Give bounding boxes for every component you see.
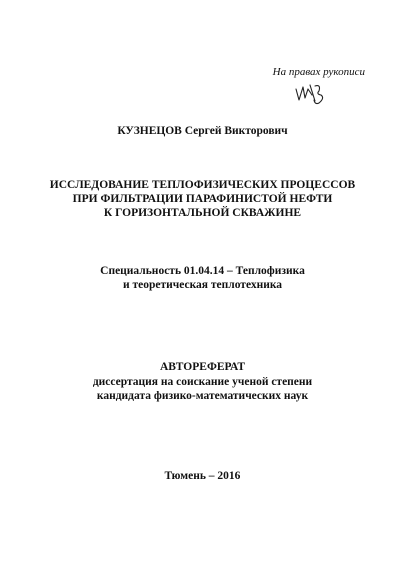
- signature-icon: [294, 80, 328, 106]
- place-year: Тюмень – 2016: [164, 470, 241, 482]
- dissertation-title: [0, 178, 405, 220]
- title-line: ИССЛЕДОВАНИЕ ТЕПЛОФИЗИЧЕСКИХ ПРОЦЕССОВ: [49, 179, 356, 191]
- abstract-label: АВТОРЕФЕРАТ: [159, 361, 246, 373]
- title-line: ПРИ ФИЛЬТРАЦИИ ПАРАФИНИСТОЙ НЕФТИ: [72, 193, 333, 205]
- rights-note: На правах рукописи: [272, 66, 365, 78]
- abstract-line: кандидата физико-математических наук: [96, 390, 309, 402]
- specialty-line: Специальность 01.04.14 – Теплофизика: [100, 265, 305, 277]
- author-name: КУЗНЕЦОВ Сергей Викторович: [117, 125, 288, 137]
- specialty: [0, 264, 405, 292]
- abstract-line: диссертация на соискание ученой степени: [92, 376, 313, 388]
- abstract-description: [0, 375, 405, 403]
- title-line: К ГОРИЗОНТАЛЬНОЙ СКВАЖИНЕ: [103, 207, 302, 219]
- specialty-line: и теоретическая теплотехника: [122, 279, 283, 291]
